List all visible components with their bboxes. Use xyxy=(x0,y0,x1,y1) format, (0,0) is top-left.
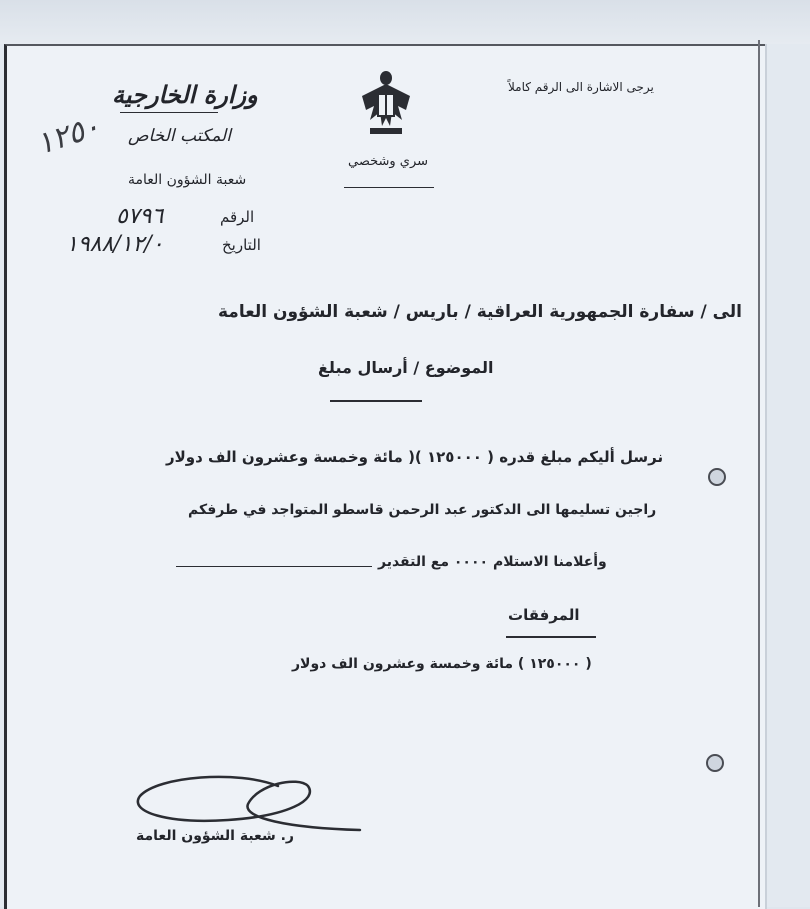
body-line-2: راجين تسليمها الى الدكتور عبد الرحمن قاسطو المتواجد في طرفكم xyxy=(188,502,657,518)
subject-underline xyxy=(330,400,422,402)
punch-hole-lower xyxy=(706,754,724,772)
reference-date-label: التاريخ xyxy=(222,236,261,254)
body-line-3: وأعلامنا الاستلام ٠٠٠٠ مع التقدير xyxy=(378,554,607,570)
margin-number: ١٢٥٠ xyxy=(32,108,105,163)
ministry-name: وزارة الخارجية xyxy=(112,80,258,109)
reference-number-label: الرقم xyxy=(220,208,255,226)
subject-line: الموضوع / أرسال مبلغ xyxy=(318,358,494,377)
punch-hole-upper xyxy=(708,468,726,486)
department-name: شعبة الشؤون العامة xyxy=(128,172,247,188)
classification-underline xyxy=(344,187,434,188)
signatory: ر. شعبة الشؤون العامة xyxy=(136,828,294,844)
eagle-emblem-icon xyxy=(356,66,416,142)
reference-date-value: ١٩٨٨/١٢/٠ xyxy=(66,232,164,257)
attachments-underline xyxy=(506,636,596,638)
attachment-item: ( ١٢٥٠٠٠ ) مائة وخمسة وعشرون الف دولار xyxy=(292,656,592,672)
top-scan-strip xyxy=(0,0,810,44)
classification: سري وشخصي xyxy=(348,154,429,169)
recipient-line: الى / سفارة الجمهورية العراقية / باريس / شعبة الشؤون العامة xyxy=(218,302,742,322)
letter-sheet xyxy=(4,44,765,909)
attachments-label: المرفقات xyxy=(508,606,580,624)
reply-note: يرجى الاشارة الى الرقم كاملاً xyxy=(508,80,654,94)
office-name: المكتب الخاص xyxy=(128,126,231,146)
ministry-underline xyxy=(120,112,218,113)
reference-number-value: ٥٧٩٦ xyxy=(116,204,164,229)
body-line-1: نرسل أليكم مبلغ قدره ( ١٢٥٠٠٠ )( مائة وخمسة وعشرون الف دولار xyxy=(166,448,664,466)
sheet-edge xyxy=(758,40,760,907)
body-closing-line xyxy=(176,566,372,567)
